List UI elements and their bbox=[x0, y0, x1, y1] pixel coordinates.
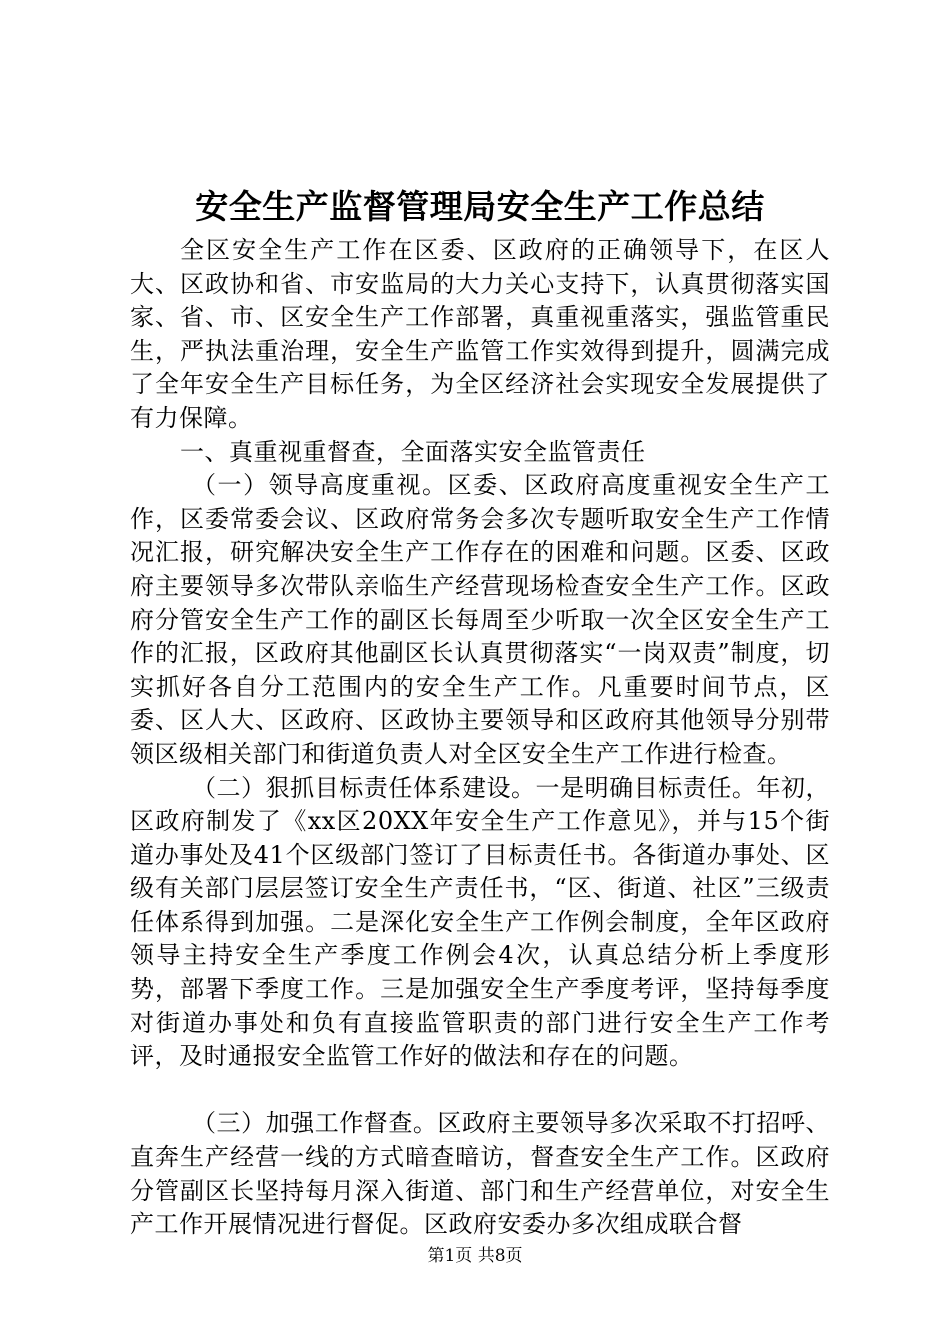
intro-paragraph: 全区安全生产工作在区委、区政府的正确领导下，在区人大、区政协和省、市安监局的大力关心支持下，认真贯彻落实国家、省、市、区安全生产工作部署，真重视重落实，强监管重民生，严执法重治理，安全生产监管工作实效得到提升，圆满完成了全年安全生产目标任务，为全区经济社会实现安全发展提供了有力保障。 bbox=[130, 236, 830, 432]
document-body bbox=[130, 234, 830, 1242]
subsection-paragraph-1: （一）领导高度重视。区委、区政府高度重视安全生产工作，区委常委会议、区政府常务会多次专题听取安全生产工作情况汇报，研究解决安全生产工作存在的困难和问题。区委、区政府主要领导多次带队亲临生产经营现场检查安全生产工作。区政府分管安全生产工作的副区长每周至少听取一次全区安全生产工作的汇报，区政府其他副区长认真贯彻落实“一岗双责”制度，切实抓好各自分工范围内的安全生产工作。凡重要时间节点，区委、区人大、区政府、区政协主要领导和区政府其他领导分别带领区级相关部门和街道负责人对全区安全生产工作进行检查。 bbox=[130, 471, 830, 768]
section-heading-1: 一、真重视重督查，全面落实安全监管责任 bbox=[180, 437, 646, 466]
subsection-paragraph-3: （三）加强工作督查。区政府主要领导多次采取不打招呼、直奔生产经营一线的方式暗查暗访，督查安全生产工作。区政府分管副区长坚持每月深入街道、部门和生产经营单位，对安全生产工作开展情况进行督促。区政府安委办多次组成联合督 bbox=[130, 1109, 830, 1239]
page-number-footer: 第1页 共8页 bbox=[427, 1246, 523, 1266]
document-title: 安全生产监督管理局安全生产工作总结 bbox=[195, 187, 765, 226]
subsection-paragraph-2: （二）狠抓目标责任体系建设。一是明确目标责任。年初，区政府制发了《xx区20XX年安全生产工作意见》，并与15个街道办事处及41个区级部门签订了目标责任书。各街道办事处、区级有关部门层层签订安全生产责任书，“区、街道、社区”三级责任体系得到加强。二是深化安全生产工作例会制度，全年区政府领导主持安全生产季度工作例会4次，认真总结分析上季度形势，部署下季度工作。三是加强安全生产季度考评，坚持每季度对街道办事处和负有直接监管职责的部门进行安全生产工作考评，及时通报安全监管工作好的做法和存在的问题。 bbox=[130, 773, 830, 1071]
